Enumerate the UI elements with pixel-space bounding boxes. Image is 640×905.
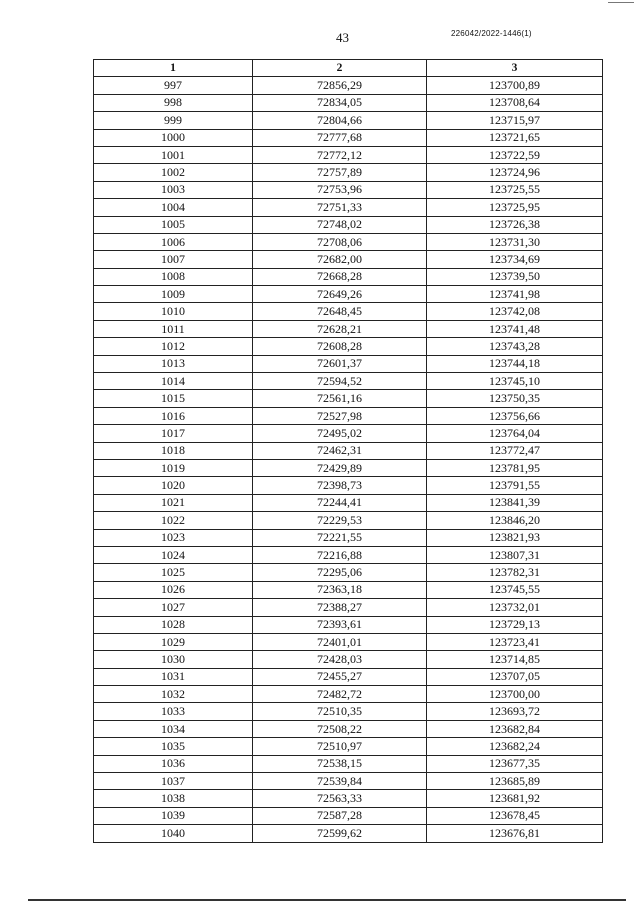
table-row (94, 564, 603, 581)
table-row (94, 390, 603, 407)
table-row (94, 703, 603, 720)
point-number-cell: 1000 (94, 129, 253, 146)
x-coordinate-cell: 72398,73 (253, 477, 427, 494)
x-coordinate-cell: 72748,02 (253, 216, 427, 233)
y-coordinate-cell: 123742,08 (427, 303, 603, 320)
y-coordinate-cell: 123715,97 (427, 112, 603, 129)
y-coordinate-cell: 123725,95 (427, 199, 603, 216)
x-coordinate-cell: 72608,28 (253, 338, 427, 355)
y-coordinate-cell: 123714,85 (427, 651, 603, 668)
x-coordinate-cell: 72428,03 (253, 651, 427, 668)
point-number-cell: 1017 (94, 425, 253, 442)
x-coordinate-cell: 72682,00 (253, 251, 427, 268)
table-row (94, 651, 603, 668)
y-coordinate-cell: 123732,01 (427, 599, 603, 616)
point-number-cell: 1012 (94, 338, 253, 355)
point-number-cell: 1003 (94, 181, 253, 198)
x-coordinate-cell: 72599,62 (253, 825, 427, 842)
x-coordinate-cell: 72751,33 (253, 199, 427, 216)
point-number-cell: 1039 (94, 807, 253, 824)
x-coordinate-cell: 72527,98 (253, 407, 427, 424)
table-row (94, 94, 603, 111)
y-coordinate-cell: 123677,35 (427, 755, 603, 772)
x-coordinate-cell: 72753,96 (253, 181, 427, 198)
x-coordinate-cell: 72757,89 (253, 164, 427, 181)
y-coordinate-cell: 123739,50 (427, 268, 603, 285)
point-number-cell: 1015 (94, 390, 253, 407)
table-row (94, 233, 603, 250)
y-coordinate-cell: 123723,41 (427, 633, 603, 650)
point-number-cell: 1028 (94, 616, 253, 633)
table-row (94, 755, 603, 772)
x-coordinate-cell: 72462,31 (253, 442, 427, 459)
y-coordinate-cell: 123756,66 (427, 407, 603, 424)
y-coordinate-cell: 123745,10 (427, 373, 603, 390)
x-coordinate-cell: 72510,97 (253, 738, 427, 755)
table-row (94, 686, 603, 703)
y-coordinate-cell: 123782,31 (427, 564, 603, 581)
point-number-cell: 999 (94, 112, 253, 129)
x-coordinate-cell: 72772,12 (253, 146, 427, 163)
table-row (94, 825, 603, 842)
table-row (94, 251, 603, 268)
table-row (94, 216, 603, 233)
x-coordinate-cell: 72510,35 (253, 703, 427, 720)
point-number-cell: 1006 (94, 233, 253, 250)
table-row (94, 129, 603, 146)
y-coordinate-cell: 123841,39 (427, 494, 603, 511)
point-number-cell: 1026 (94, 581, 253, 598)
y-coordinate-cell: 123725,55 (427, 181, 603, 198)
table-body (94, 77, 603, 842)
point-number-cell: 1031 (94, 668, 253, 685)
y-coordinate-cell: 123772,47 (427, 442, 603, 459)
point-number-cell: 1024 (94, 546, 253, 563)
y-coordinate-cell: 123744,18 (427, 355, 603, 372)
column-header-1: 1 (94, 60, 253, 77)
table-header-row (94, 60, 603, 77)
point-number-cell: 1018 (94, 442, 253, 459)
column-header-2: 2 (253, 60, 427, 77)
y-coordinate-cell: 123729,13 (427, 616, 603, 633)
point-number-cell: 1010 (94, 303, 253, 320)
x-coordinate-cell: 72221,55 (253, 529, 427, 546)
table-row (94, 320, 603, 337)
y-coordinate-cell: 123846,20 (427, 512, 603, 529)
page-number: 43 (336, 30, 349, 45)
table-row (94, 807, 603, 824)
x-coordinate-cell: 72804,66 (253, 112, 427, 129)
y-coordinate-cell: 123676,81 (427, 825, 603, 842)
table-row (94, 529, 603, 546)
x-coordinate-cell: 72594,52 (253, 373, 427, 390)
y-coordinate-cell: 123741,98 (427, 286, 603, 303)
y-coordinate-cell: 123722,59 (427, 146, 603, 163)
x-coordinate-cell: 72668,28 (253, 268, 427, 285)
table-row (94, 773, 603, 790)
point-number-cell: 1014 (94, 373, 253, 390)
table-row (94, 633, 603, 650)
x-coordinate-cell: 72429,89 (253, 459, 427, 476)
x-coordinate-cell: 72295,06 (253, 564, 427, 581)
point-number-cell: 1038 (94, 790, 253, 807)
table-row (94, 494, 603, 511)
table-row (94, 268, 603, 285)
x-coordinate-cell: 72393,61 (253, 616, 427, 633)
y-coordinate-cell: 123682,24 (427, 738, 603, 755)
table-row (94, 790, 603, 807)
top-edge-mark (608, 2, 634, 3)
table-row (94, 373, 603, 390)
point-number-cell: 1036 (94, 755, 253, 772)
point-number-cell: 1008 (94, 268, 253, 285)
x-coordinate-cell: 72539,84 (253, 773, 427, 790)
x-coordinate-cell: 72388,27 (253, 599, 427, 616)
table-row (94, 286, 603, 303)
point-number-cell: 1005 (94, 216, 253, 233)
point-number-cell: 1001 (94, 146, 253, 163)
point-number-cell: 998 (94, 94, 253, 111)
table-row (94, 668, 603, 685)
point-number-cell: 1035 (94, 738, 253, 755)
x-coordinate-cell: 72538,15 (253, 755, 427, 772)
table-row (94, 546, 603, 563)
y-coordinate-cell: 123726,38 (427, 216, 603, 233)
x-coordinate-cell: 72708,06 (253, 233, 427, 250)
x-coordinate-cell: 72834,05 (253, 94, 427, 111)
x-coordinate-cell: 72587,28 (253, 807, 427, 824)
x-coordinate-cell: 72508,22 (253, 720, 427, 737)
x-coordinate-cell: 72601,37 (253, 355, 427, 372)
y-coordinate-cell: 123821,93 (427, 529, 603, 546)
y-coordinate-cell: 123685,89 (427, 773, 603, 790)
x-coordinate-cell: 72628,21 (253, 320, 427, 337)
point-number-cell: 1027 (94, 599, 253, 616)
y-coordinate-cell: 123707,05 (427, 668, 603, 685)
point-number-cell: 1020 (94, 477, 253, 494)
y-coordinate-cell: 123791,55 (427, 477, 603, 494)
table-row (94, 459, 603, 476)
y-coordinate-cell: 123750,35 (427, 390, 603, 407)
y-coordinate-cell: 123731,30 (427, 233, 603, 250)
point-number-cell: 1033 (94, 703, 253, 720)
x-coordinate-cell: 72648,45 (253, 303, 427, 320)
point-number-cell: 1016 (94, 407, 253, 424)
point-number-cell: 1013 (94, 355, 253, 372)
y-coordinate-cell: 123781,95 (427, 459, 603, 476)
table-row (94, 164, 603, 181)
point-number-cell: 1040 (94, 825, 253, 842)
point-number-cell: 1011 (94, 320, 253, 337)
point-number-cell: 997 (94, 77, 253, 94)
table-row (94, 581, 603, 598)
x-coordinate-cell: 72455,27 (253, 668, 427, 685)
y-coordinate-cell: 123807,31 (427, 546, 603, 563)
table-row (94, 425, 603, 442)
x-coordinate-cell: 72777,68 (253, 129, 427, 146)
point-number-cell: 1029 (94, 633, 253, 650)
point-number-cell: 1021 (94, 494, 253, 511)
y-coordinate-cell: 123700,00 (427, 686, 603, 703)
y-coordinate-cell: 123764,04 (427, 425, 603, 442)
column-header-3: 3 (427, 60, 603, 77)
table-row (94, 355, 603, 372)
x-coordinate-cell: 72363,18 (253, 581, 427, 598)
table-row (94, 199, 603, 216)
point-number-cell: 1019 (94, 459, 253, 476)
point-number-cell: 1002 (94, 164, 253, 181)
x-coordinate-cell: 72216,88 (253, 546, 427, 563)
y-coordinate-cell: 123682,84 (427, 720, 603, 737)
y-coordinate-cell: 123743,28 (427, 338, 603, 355)
y-coordinate-cell: 123681,92 (427, 790, 603, 807)
table-row (94, 338, 603, 355)
x-coordinate-cell: 72561,16 (253, 390, 427, 407)
table-row (94, 720, 603, 737)
point-number-cell: 1030 (94, 651, 253, 668)
bottom-rule (28, 899, 626, 901)
x-coordinate-cell: 72229,53 (253, 512, 427, 529)
table-row (94, 112, 603, 129)
point-number-cell: 1032 (94, 686, 253, 703)
x-coordinate-cell: 72244,41 (253, 494, 427, 511)
y-coordinate-cell: 123693,72 (427, 703, 603, 720)
point-number-cell: 1025 (94, 564, 253, 581)
y-coordinate-cell: 123700,89 (427, 77, 603, 94)
x-coordinate-cell: 72401,01 (253, 633, 427, 650)
y-coordinate-cell: 123721,65 (427, 129, 603, 146)
y-coordinate-cell: 123724,96 (427, 164, 603, 181)
table-row (94, 442, 603, 459)
document-id: 226042/2022-1446(1) (451, 29, 532, 38)
table-row (94, 512, 603, 529)
table-row (94, 407, 603, 424)
table-row (94, 599, 603, 616)
table-row (94, 146, 603, 163)
table-row (94, 616, 603, 633)
y-coordinate-cell: 123708,64 (427, 94, 603, 111)
y-coordinate-cell: 123678,45 (427, 807, 603, 824)
x-coordinate-cell: 72563,33 (253, 790, 427, 807)
x-coordinate-cell: 72856,29 (253, 77, 427, 94)
table-row (94, 77, 603, 94)
x-coordinate-cell: 72649,26 (253, 286, 427, 303)
table-row (94, 181, 603, 198)
point-number-cell: 1007 (94, 251, 253, 268)
table-row (94, 477, 603, 494)
point-number-cell: 1022 (94, 512, 253, 529)
point-number-cell: 1037 (94, 773, 253, 790)
table-row (94, 738, 603, 755)
point-number-cell: 1034 (94, 720, 253, 737)
y-coordinate-cell: 123734,69 (427, 251, 603, 268)
x-coordinate-cell: 72482,72 (253, 686, 427, 703)
table-row (94, 303, 603, 320)
x-coordinate-cell: 72495,02 (253, 425, 427, 442)
y-coordinate-cell: 123745,55 (427, 581, 603, 598)
y-coordinate-cell: 123741,48 (427, 320, 603, 337)
point-number-cell: 1004 (94, 199, 253, 216)
point-number-cell: 1023 (94, 529, 253, 546)
coordinates-table (93, 59, 603, 843)
point-number-cell: 1009 (94, 286, 253, 303)
